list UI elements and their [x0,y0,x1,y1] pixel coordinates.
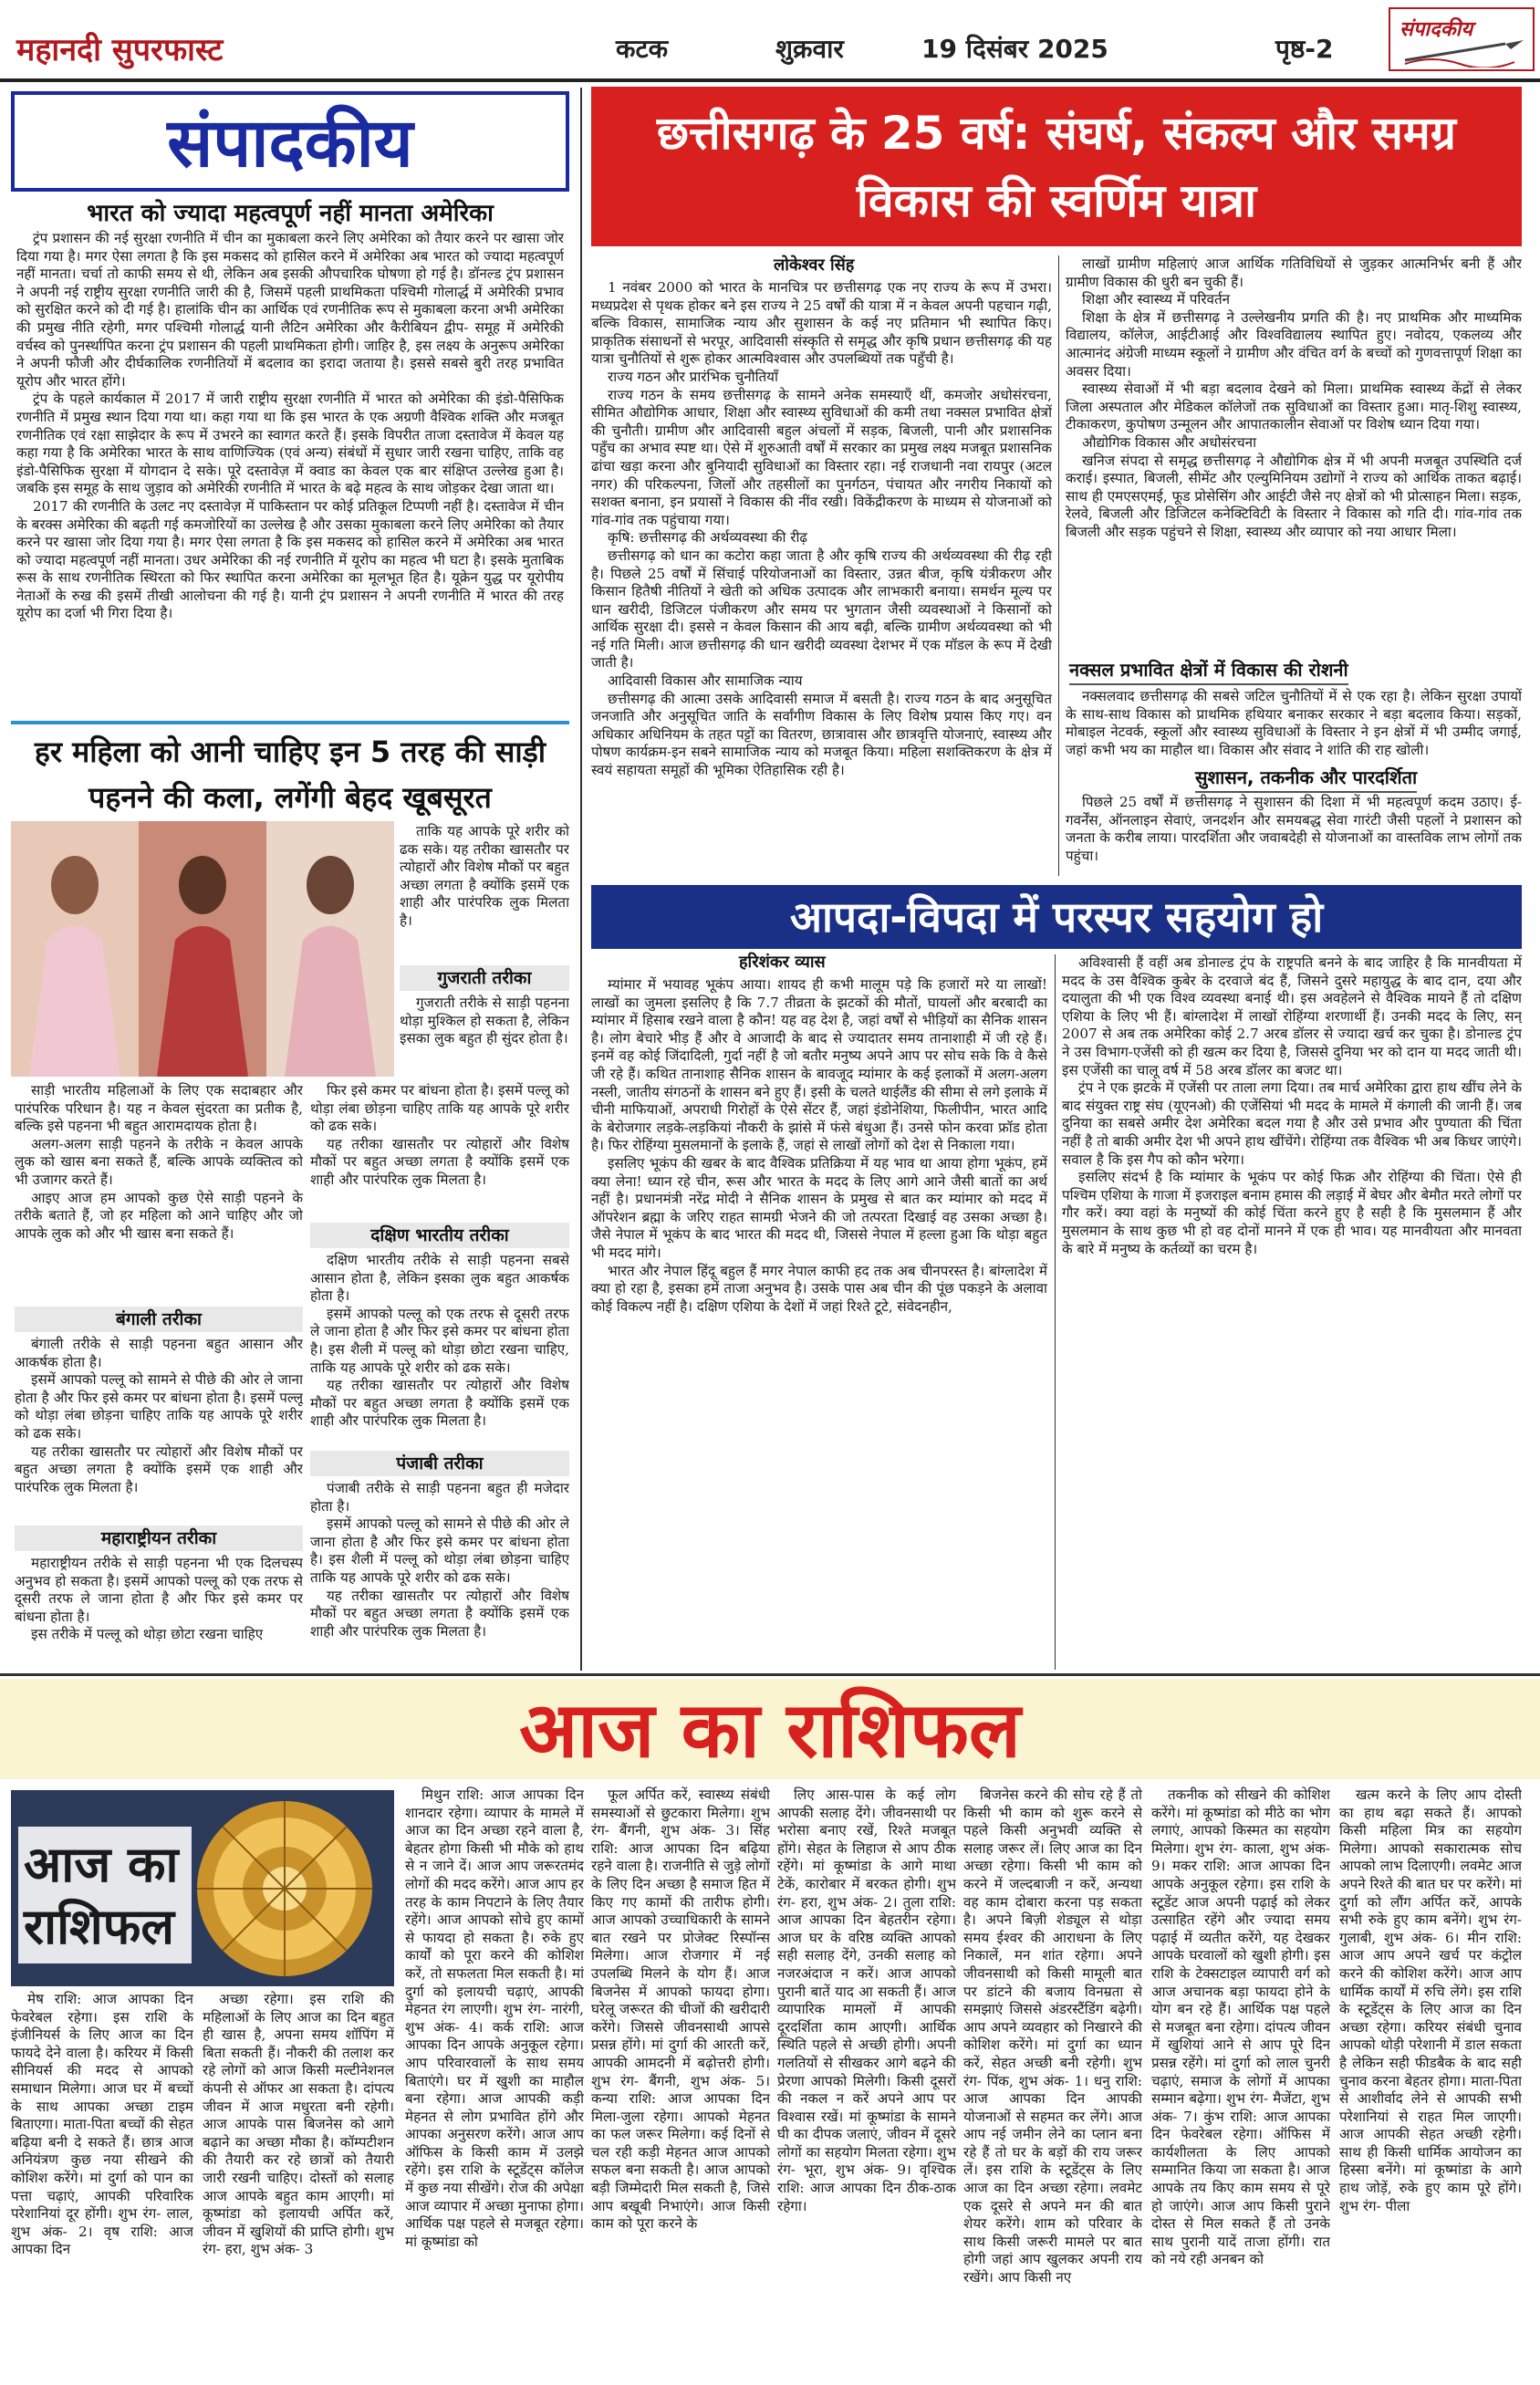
punjabi-head: पंजाबी तरीका [310,1451,569,1476]
article-paragraph: खनिज संपदा से समृद्ध छत्तीसगढ़ ने औद्योगिक क्षेत्र में भी अपनी मजबूत उपस्थिति दर्ज कराई। इस्पात, बिजली, सीमेंट और एल्युमिनियम उद्योगों ने राज्य को आर्थिक ताकत बढ़ाई। साथ ही एमएसएमई, फूड प्रोसेसिंग और आईटी जैसे नए क्षेत्रों को भी प्रोत्साहन मिला। सड़क, रेलवे, बिजली और डिजिटल कनेक्टिविटी के विस्तार ने विकास को गति दी। गांव-गांव तक बिजली और सड़क पहुंचने से शिक्षा, स्वास्थ्य और व्यापार को नया आधार मिला। [1066,452,1522,540]
saree-paragraph: बंगाली तरीके से साड़ी पहनना बहुत आसान और आकर्षक होता है। [15,1336,303,1370]
edition-city: कटक [616,34,669,64]
rashifal-text: बिजनेस करने की सोच रहे हैं तो किसी भी काम को शुरू करने से पहले किसी अनुभवी व्यक्ति से सलाह जरूर लें। लिए आज का दिन अच्छा रहेगा। किसी भी काम को करने में जल्दबाजी न करें, अन्यथा वह काम दोबारा करना पड़ सकता है। अपने बिज़ी शेड्यूल से थोड़ा समय ईश्वर की आराधना के लिए निकालें, मन शांत रहेगा। अपने जीवनसाथी को किसी मामूली बात पर डांटने की बजाय विनम्रता से समझाएं जिससे अंडरस्टैंडिंग बढ़ेगी। आप अपने व्यवहार को निखारने की कोशिश करेंगे। मां दुर्गा का ध्यान करें, सेहत अच्छी बनी रहेगी। शुभ रंग- पिंक, शुभ अंक- 1। धनु राशि: आज आपका दिन आपकी योजनाओं से सहमत कर लेंगे। आज आप नई जमीन लेने का प्लान बना रहे हैं तो घर के बड़ों की राय जरूर लें। इस राशि के स्टूडेंट्स के लिए आज का दिन अच्छा रहेगा। लवमेट एक दूसरे से अपने मन की बात शेयर करेंगे। शाम को परिवार के साथ किसी जरूरी मामले पर बात होगी जहां आप खुलकर अपनी राय रखेंगे। आप किसी नए [963,1786,1142,2286]
masthead [0,0,1540,82]
article-subhead: औद्योगिक विकास और अधोसंरचना [1082,433,1257,451]
saree-photo-illustration [11,821,394,1077]
saree-headline-line1: हर महिला को आनी चाहिए इन 5 तरह की साड़ी [34,734,546,769]
article-subhead: शिक्षा और स्वास्थ्य में परिवर्तन [1082,291,1231,308]
saree-paragraph: पंजाबी तरीके से साड़ी पहनना बहुत ही मजेदार होता है। [310,1480,569,1515]
chhattisgarh-col2 [1066,255,1522,620]
rashifal-text: तकनीक को सीखने की कोशिश करेंगे। मां कूष्मांडा को मीठे का भोग लगाएं, आपको किस्मत का सहयोग मिलेगा। शुभ रंग- काला, शुभ अंक- 9। मकर राशि: आज आपका दिन आपके अनुकूल रहेगा। इस राशि के स्टूडेंट आज अपनी पढ़ाई को लेकर उत्साहित रहेंगे और ज्यादा समय पढ़ाई में व्यतीत करेंगे, यह देखकर आपके घरवालों को खुशी होगी। इस राशि के टेक्सटाइल व्यापारी वर्ग को आज अचानक बड़ा फायदा होने के योग बन रहे हैं। आर्थिक पक्ष पहले से मजबूत बना रहेगा। दांपत्य जीवन में खुशियां आने से आप पूरे दिन प्रसन्न रहेंगे। मां दुर्गा को लाल चुनरी चढ़ाएं, समाज के लोगों में आपका सम्मान बढ़ेगा। शुभ रंग- मैजेंटा, शुभ अंक- 7। कुंभ राशि: आज आपका दिन फेवरेबल रहेगा। ऑफिस में कार्यशीलता के लिए आपको सम्मानित किया जा सकता है। आज आपके तय किए काम समय से पूरे हो जाएंगे। आज आप किसी पुराने दोस्त से मिल सकते हैं तो उनके साथ पुरानी यादें ताजा होंगी। रात को नये रही अनबन को [1151,1786,1330,2268]
saree-paragraph: इसमें आपको पल्लू को सामने से पीछे की ओर ले जाना होता है और फिर इसे कमर पर बांधना होता है। इसमें पल्लू को थोड़ा लंबा छोड़ना चाहिए ताकि यह आपके पूरे शरीर को ढक सके। [15,1371,303,1442]
article-paragraph: स्वास्थ्य सेवाओं में भी बड़ा बदलाव देखने को मिला। प्राथमिक स्वास्थ्य केंद्रों से लेकर जिला अस्पताल और मेडिकल कॉलेजों तक सुविधाओं का विस्तार हुआ। मातृ-शिशु स्वास्थ्य, टीकाकरण, कुपोषण उन्मूलन और आपातकालीन सेवाओं पर विशेष ध्यान दिया गया। [1066,380,1522,433]
chhattisgarh-col2-governance [1066,794,1522,876]
editorial-badge [1389,7,1535,71]
article-paragraph: लाखों ग्रामीण महिलाएं आज आर्थिक गतिविधियों से जुड़कर आत्मनिर्भर बनी हैं और ग्रामीण विकास की धुरी बन चुकी हैं। [1066,255,1522,290]
governance-subhead: सुशासन, तकनीक और पारदर्शिता [1195,765,1417,793]
rashifal-col5 [777,1786,956,2374]
saree-col2-top [310,1082,569,1192]
publication-name: महानदी सुपरफास्ट [16,32,224,68]
editorial-banner [11,91,569,192]
page-number: पृष्ठ-2 [1275,34,1334,64]
saree-paragraph: महाराष्ट्रीयन तरीके से साड़ी पहनना भी एक दिलचस्प अनुभव हो सकता है। इसमें आपको पल्लू को एक तरफ से दूसरी तरफ ले जाना होता है और फिर इसे कमर पर बांधना होता है। [15,1555,303,1625]
issue-day: शुक्रवार [775,34,844,64]
article-paragraph: 1 नवंबर 2000 को भारत के मानचित्र पर छत्तीसगढ़ एक नए राज्य के रूप में उभरा। मध्यप्रदेश से पृथक होकर बने इस राज्य ने 25 वर्षों की यात्रा में न केवल अपनी पहचान गढ़ी, बल्कि विकास, सामाजिक न्याय और सुशासन के कई नए प्रतिमान भी स्थापित किए। प्राकृतिक संसाधनों से भरपूर, आदिवासी संस्कृति से समृद्ध और कृषि प्रधान छत्तीसगढ़ की यह यात्रा चुनौतियों से शुरू होकर आत्मविश्वास और उपलब्धियों तक पहुँची है। [591,279,1052,368]
rashifal-col4 [591,1786,770,2374]
article-paragraph: छत्तीसगढ़ की आत्मा उसके आदिवासी समाज में बसती है। राज्य गठन के बाद अनुसूचित जनजाति और अनुसूचित जाति के सर्वांगीण विकास के लिए विशेष प्रयास किए गए। वन अधिकार अधिनियम के तहत पट्टों का वितरण, छात्रावास और छात्रवृत्ति योजनाएं, स्वास्थ्य और पोषण कार्यक्रम-इन सबने सामाजिक न्याय को मजबूत किया। महिला सशक्तिकरण के क्षेत्र में स्वयं सहायता समूहों की भूमिका ऐतिहासिक रही है। [591,690,1052,779]
saree-paragraph: गुजराती तरीके से साड़ी पहनना थोड़ा मुश्किल हो सकता है, लेकिन इसका लुक बहुत ही सुंदर होता है। [400,995,569,1047]
editorial-paragraph: ट्रंप प्रशासन की नई सुरक्षा रणनीति में चीन का मुकाबला करने लिए अमेरिका को तैयार करने पर खासा जोर दिया गया है। मगर ऐसा लगता है कि इस मकसद को हासिल करने में अमेरिका अब भारत को ज्यादा महत्वपूर्ण नहीं मानता। चर्चा तो काफी समय से थी, लेकिन अब इसकी औपचारिक घोषणा हो गई है। डॉनल्ड ट्रंप प्रशासन ने अपनी नई राष्ट्रीय सुरक्षा रणनीति जारी की है, जिसमें पहली प्राथमिकता पश्चिमी गोलार्द्ध में अमेरिकी प्रभाव को सुरक्षित करने को दी गई है। हालांकि चीन का आर्थिक एवं रणनीतिक रूप से मुकाबला करना अभी अमेरिका की प्रमुख नीति रहेगी, मगर पश्चिमी गोलार्द्ध यानी लैटिन अमेरिका और कैरीबियन द्वीप- समूह में अमेरिकी वर्चस्व को पुनर्स्थापित करना ट्रंप प्रशासन की पहली प्राथमिकता होगी। जाहिर है, इस लक्ष्य के अनुरूप अमेरिका ने अपनी फौजी और दीर्घकालिक रणनीतियों में बदलाव का इरादा जताया है। इससे सबसे बुरी तरह प्रभावित यूरोप और भारत होंगे। [16,230,564,390]
saree-paragraph: अलग-अलग साड़ी पहनने के तरीके न केवल आपके लुक को खास बना सकते हैं, बल्कि आपके व्यक्तित्व को भी उजागर करते हैं। [15,1135,303,1188]
saree-south [310,1252,569,1443]
article-subhead: आदिवासी विकास और सामाजिक न्याय [608,672,803,690]
saree-paragraph: यह तरीका खासतौर पर त्योहारों और विशेष मौकों पर बहुत अच्छा लगता है क्योंकि इसमें एक शाही और पारंपरिक लुक मिलता है। [15,1442,303,1495]
aapda-col2 [1062,954,1522,1670]
saree-punjabi [310,1480,569,1668]
editorial-badge-label: संपादकीय [1400,18,1473,41]
saree-paragraph: यह तरीका खासतौर पर त्योहारों और विशेष मौकों पर बहुत अच्छा लगता है क्योंकि इसमें एक शाही और पारंपरिक लुक मिलता है। [310,1135,569,1188]
aapda-headline: आपदा-विपदा में परस्पर सहयोग हो [789,892,1324,942]
saree-paragraph: यह तरीका खासतौर पर त्योहारों और विशेष मौकों पर बहुत अच्छा लगता है क्योंकि इसमें एक शाही और पारंपरिक लुक मिलता है। [310,1377,569,1430]
saree-col1 [15,1082,303,1301]
chhattisgarh-headline: छत्तीसगढ़ के 25 वर्ष: संघर्ष, संकल्प और समग्र विकास की स्वर्णिम यात्रा [657,107,1456,227]
saree-paragraph: दक्षिण भारतीय तरीके से साड़ी पहनना सबसे आसान होता है, लेकिन इसका लुक बहुत आकर्षक होता है। [310,1252,569,1305]
article-paragraph: छत्तीसगढ़ को धान का कटोरा कहा जाता है और कृषि राज्य की अर्थव्यवस्था की रीढ़ रही है। पिछले 25 वर्षों में सिंचाई परियोजनाओं का विस्तार, उन्नत बीज, कृषि यंत्रीकरण और किसान हितैषी नीतियों ने खेती को अधिक उत्पादक और लाभकारी बनाया। समर्थन मूल्य पर धान खरीदी, डिजिटल पंजीकरण और समय पर भुगतान जैसी व्यवस्थाओं ने किसानों को आर्थिक सुरक्षा दी। इससे न केवल किसान की आय बढ़ी, बल्कि ग्रामीण अर्थव्यवस्था को भी नई गति मिली। आज छत्तीसगढ़ की धान खरीदी व्यवस्था देशभर में एक मॉडल के रूप में देखी जाती है। [591,547,1052,672]
rashifal-text: मेष राशि: आज आपका दिन फेवरेबल रहेगा। इस राशि के इंजीनियर्स के लिए आज का दिन फायदे देने वाला है। करियर में किसी सीनियर्स की मदद से आपको समाधान मिलेगा। आज घर में बच्चों के साथ आपका अच्छा टाइम बिताएगा। माता-पिता बच्चों की सेहत बढ़िया बनी दे सकते हैं। छात्र आज अनियंत्रण कुछ नया सीखने की कोशिश करेंगे। मां दुर्गा को पान का पत्ता चढ़ाएं, आपकी परिवारिक परेशानियां दूर होंगी। शुभ रंग- लाल, शुभ अंक- 2। वृष राशि: आज आपका दिन [11,1991,193,2258]
rashifal-col3 [405,1786,584,2374]
article-paragraph: इसलिए भूकंप की खबर के बाद वैश्विक प्रतिक्रिया में यह भाव था आया होगा भूकंप, हमें क्या लेना! ध्यान रहे चीन, रूस और भारत के मदद के लिए आगे आने जैसी बातों का अर्थ नहीं है। प्रधानमंत्री नरेंद्र मोदी ने सैनिक शासन के प्रमुख से बात कर म्यांमार को मदद में ऑपरेशन ब्रह्मा के जरिए राहत सामग्री भेजने की जो तत्परता दिखाई वह उसका अच्छा है। जैसे नेपाल में भूकंप के बाद भारत की मदद थी, जिससे नेपाल में हल्ला हुआ कि थोड़ा बहुत भी मदद मांगे। [591,1154,1047,1261]
aapda-byline: हरिशंकर व्यास [739,953,826,972]
article-paragraph: अविश्वासी हैं वहीं अब डोनाल्ड ट्रंप के राष्ट्रपति बनने के बाद जाहिर है कि मानवीयता में मदद के उस वैश्विक कुबेर के दरवाजे बंद हैं, जिसने दुसरे महायुद्ध के बाद दान, दया और दयालुता की भी एक विश्व व्यवस्था बनाई थी। इस अवहेलने से वैश्विक मायने हैं तो दक्षिण एशिया के लिए भी हैं। बांग्लादेश में लाखों रोहिंग्या शरणार्थी हैं। उनकी मदद के लिए, सन् 2007 से अब तक अमेरिका कोई 2.7 अरब डॉलर से ज्यादा खर्च कर चुका है। डोनाल्ड ट्रंप ने उस विभाग-एजेंसी को ही खत्म कर दिया है, जिससे दुनिया भर को दान या मदद जाती थी। इस एजेंसी का चालू वर्ष में 58 अरब डॉलर का बजट था। [1062,954,1522,1078]
rashifal-text: अच्छा रहेगा। इस राशि की महिलाओं के लिए आज का दिन बहुत ही खास है, अपना समय शॉपिंग में बिता सकती हैं। नौकरी की तलाश कर रहे लोगों को आज किसी मल्टीनेशनल कंपनी से ऑफर आ सकता है। दांपत्य जीवन में आज मधुरता बनी रहेगी। आज आपके पास बिजनेस को आगे बढ़ाने का अच्छा मौका है। कॉम्पटीशन की तैयारी कर रहे छात्रों को तैयारी जारी रखनी चाहिए। दोस्तों को सलाह आज आपके बहुत काम आएगी। मां कूष्मांडा को इलायची अर्पित करें, जीवन में खुशियों की प्राप्ति होगी। शुभ रंग- हरा, शुभ अंक- 3 [203,1991,394,2258]
chhattisgarh-byline: लोकेश्वर सिंह [774,255,855,275]
rashifal-text: फूल अर्पित करें, स्वास्थ्य संबंधी समस्याओं से छुटकारा मिलेगा। शुभ रंग- बैंगनी, शुभ अंक- 3। सिंह राशि: आज आपका दिन बढ़िया रहने वाला है। राजनीति से जुड़े लोगों के लिए दिन अच्छा है समाज हित में किए गए कामों की तारीफ होगी। आज आपको उच्चाधिकारी के सामने बात रखने पर प्रोजेक्ट रिस्पॉन्स मिलेगा। आज रोजगार में नई उपलब्धि मिलने के योग हैं। आज बिजनेस में आपको फायदा होगा। घरेलू जरूरत की चीजों की खरीदारी करेंगे। जिससे जीवनसाथी आपसे प्रसन्न होंगे। मां दुर्गा की आरती करें, आपकी आमदनी में बढ़ोत्तरी होगी। शुभ रंग- बैंगनी, शुभ अंक- 5। कन्या राशि: आज आपका दिन मिला-जुला रहेगा। आपको मेहनत का फल जरूर मिलेगा। कई दिनों से चल रही कड़ी मेहनत आज आपको सफल बना सकती है। आज आपको बड़ी जिम्मेदारी मिल सकती है, जिसे आप बखूबी निभाएंगे। आज किसी काम को पूरा करने के [591,1786,770,2233]
saree-paragraph: इसमें आपको पल्लू को सामने से पीछे की ओर ले जाना होता है और फिर इसे कमर पर बांधना होता है। इस शैली में पल्लू को थोड़ा लंबा छोड़ना चाहिए ताकि यह आपके पूरे शरीर को ढक सके। [310,1515,569,1586]
editorial-paragraph: 2017 की रणनीति के उलट नए दस्तावेज़ में पाकिस्तान पर कोई प्रतिकूल टिप्पणी नहीं है। दस्तावेज में चीन के बरक्स अमेरिका की बढ़ती गई कमजोरियों का उल्लेख है और उसका मुकाबला करने लिए अमेरिका को तैयार करने पर खासा जोर दिया गया है। मगर ऐसा लगता है कि इस मकसद को हासिल करने में अमेरिका अब भारत को ज्यादा महत्वपूर्ण नहीं मानता। उधर अमेरिका की नई रणनीति में यूरोप का महत्व भी घटा है। इसके मुताबिक रूस के साथ रणनीतिक स्थिरता को फिर स्थापित करना अमेरिका का मूलभूत हित है। यूक्रेन युद्ध पर यूरोपीय नेताओं के रुख की इसमें तीखी आलोचना की गई है। यानी ट्रंप प्रशासन ने अपनी रणनीति में भारत की तरह यूरोप का दर्जा भी गिरा दिया है। [16,497,564,622]
section-rule [0,1673,1540,1676]
column-rule [1058,255,1059,876]
editorial-paragraph: ट्रंप के पहले कार्यकाल में 2017 में जारी राष्ट्रीय सुरक्षा रणनीति में भारत को अमेरिका की इंडो-पैसिफिक रणनीति में प्रमुख स्थान दिया गया था। कहा गया था कि इस भारत के एक अग्रणी वैश्विक शक्ति और मजबूत रणनीतिक एवं रक्षा साझेदार के रूप में उभरने का स्वागत करते हैं। इसके विपरीत ताजा दस्तावेज में केवल यह कहा गया है कि अमेरिका भारत के साथ वाणिज्यिक (एवं अन्य) संबंधों में सुधार जारी रखना चाहिए, ताकि वह इंडो-पैसिफिक सुरक्षा में योगदान दे सके। पूरे दस्तावेज़ में क्वाड का केवल एक बार संक्षिप्त उल्लेख हुआ है। जबकि इस समूह के साथ जुड़ाव को अमेरिकी रणनीति में भारत के बढ़े महत्व के साथ जोड़कर देखा जाता था। [16,391,564,497]
saree-intro-right [400,823,569,960]
aapda-col1 [591,976,1047,1670]
saree-headline-line2: पहनने की कला, लगेंगी बेहद खूबसूरत [88,780,492,815]
article-paragraph: नक्सलवाद छत्तीसगढ़ की सबसे जटिल चुनौतियों में से एक रहा है। लेकिन सुरक्षा उपायों के साथ-साथ विकास को प्राथमिक हथियार बनाकर सरकार ने बड़ा बदलाव किया। सड़कों, मोबाइल नेटवर्क, स्कूलों और स्वास्थ्य सुविधाओं के विस्तार ने इन क्षेत्रों में भी उम्मीद जगाई, जहां कभी भय का माहौल था। विकास और संवाद ने शांति की राह खोली। [1066,688,1522,758]
rashifal-graphic-line2: राशिफल [24,1898,175,1955]
rashifal-text: मिथुन राशि: आज आपका दिन शानदार रहेगा। व्यापार के मामले में आज का दिन अच्छा रहने वाला है, बेहतर होगा किसी भी मौके को हाथ से न जाने दें। आज आप जरूरतमंद लोगों की मदद करेंगे। आज आप हर तरह के काम निपटाने के लिए तैयार रहेंगे। आज आपको सोचे हुए कामों से फायदा हो सकता है। रुके हुए कार्यों को पूरा करने की कोशिश करें, तो सफलता मिल सकती है। मां दुर्गा को इलायची चढ़ाएं, आपकी मेहनत रंग लाएगी। शुभ रंग- नारंगी, शुभ अंक- 4। कर्क राशि: आज आपका दिन आपके अनुकूल रहेगा। आप परिवारवालों के साथ समय बिताएंगे। घर में खुशी का माहौल बना रहेगा। आज आपकी कड़ी मेहनत से लोग प्रभावित होंगे और आपका अनुसरण करेंगे। आज आप ऑफिस के किसी काम में उलझे रहेंगे। इस राशि के स्टूडेंट्स कॉलेज में कुछ नया सीखेंगे। रोज की अपेक्षा आज व्यापार में अच्छा मुनाफा होगा। आर्थिक पक्ष पहले से मजबूत रहेगा। मां कूष्मांडा को [405,1786,584,2250]
rashifal-col2 [203,1991,394,2374]
chhattisgarh-col2-naxal [1066,688,1522,761]
rashifal-col6 [963,1786,1142,2374]
saree-models-photo [11,821,394,1077]
editorial-banner-title: संपादकीय [167,104,413,182]
gujarati-head: गुजराती तरीका [400,965,569,991]
maharashtrian-head: महाराष्ट्रीयन तरीका [15,1526,303,1551]
editorial-body [16,230,564,713]
article-paragraph: शिक्षा के क्षेत्र में छत्तीसगढ़ ने उल्लेखनीय प्रगति की है। नए प्राथमिक और माध्यमिक विद्यालय, कॉलेज, आईटीआई और विश्वविद्यालय स्थापित हुए। नवोदय, एकलव्य और आत्मानंद अंग्रेजी माध्यम स्कूलों ने ग्रामीण और वंचित वर्ग के बच्चों को गुणवत्तापूर्ण शिक्षा का अवसर दिया। [1066,308,1522,380]
saree-paragraph: इसमें आपको पल्लू को एक तरफ से दूसरी तरफ ले जाना होता है और फिर इसे कमर पर बांधना होता है। इस शैली में पल्लू को थोड़ा छोटा रखना चाहिए, ताकि यह आपके पूरे शरीर को ढक सके। [310,1305,569,1376]
rashifal-col8 [1339,1786,1522,2374]
chhattisgarh-banner [591,87,1522,246]
rashifal-banner [0,1679,1540,1779]
rashifal-text: लिए आस-पास के कई लोग आपकी सलाह देंगे। जीवनसाथी पर भरोसा बनाए रखें, रिश्ते मजबूत होंगे। सेहत के लिहाज से आप ठीक रहेंगे। मां कूष्मांडा के आगे माथा टेकें, कारोबार में बरकत होगी। शुभ रंग- हरा, शुभ अंक- 2। तुला राशि: आज आपका दिन बेहतरीन रहेगा। आज घर के वरिष्ठ व्यक्ति आपको सही सलाह देंगे, उनकी सलाह को नजरअंदाज न करें। आज आपको पुरानी बातें याद आ सकती हैं। आज व्यापारिक मामलों में आपकी दूरदर्शिता काम आएगी। आर्थिक स्थिति पहले से अच्छी होगी। अपनी गलतियों से सीखकर आगे बढ़ने की प्रेरणा आपको मिलेगी। किसी दूसरों की नकल न करें अपने आप पर विश्वास रखें। मां कूष्मांडा के सामने घी का दीपक जलाएं, जीवन में दूसरे लोगों का सहयोग मिलता रहेगा। शुभ रंग- भूरा, शुभ अंक- 9। वृश्चिक राशि: आज आपका दिन ठीक-ठाक रहेगा। [777,1786,956,2214]
article-paragraph: राज्य गठन के समय छत्तीसगढ़ के सामने अनेक समस्याएँ थीं, कमजोर अधोसंरचना, सीमित औद्योगिक आधार, शिक्षा और स्वास्थ्य सुविधाओं की कमी तथा नक्सल प्रभावित क्षेत्रों की चुनौती। ग्रामीण और आदिवासी बहुल अंचलों में सड़क, बिजली, पानी और प्रशासनिक पहुँच का अभाव स्पष्ट था। ऐसे में शुरुआती वर्षों में सरकार का प्रमुख लक्ष्य मजबूत प्रशासनिक ढांचा खड़ा करना और बुनियादी सुविधाओं का विस्तार रहा। नई राजधानी नवा रायपुर (अटल नगर) की परिकल्पना, जिलों और तहसीलों का पुनर्गठन, पंचायत और नगरीय निकायों को सशक्त बनाना, इन प्रयासों ने विकास की नींव रखी। विकेंद्रीकरण के माध्यम से योजनाओं को गांव-गांव तक पहुंचाया गया। [591,386,1052,528]
rashifal-title: आज का राशिफल [519,1685,1021,1775]
rashifal-text: खत्म करने के लिए आप दोस्ती का हाथ बढ़ा सकते हैं। आपको किसी महिला मित्र का सहयोग मिलेगा। आपको सकारात्मक सोच आपको लाभ दिलाएगी। लवमेट आज अपने रिश्ते की बात घर पर करेंगे। मां दुर्गा को लौंग अर्पित करें, आपके सभी रुके हुए काम बनेंगे। शुभ रंग- गुलाबी, शुभ अंक- 6। मीन राशि: आज आप अपने खर्च पर कंट्रोल करने की कोशिश करेंगे। आज आप धार्मिक कार्यों में रुचि लेंगे। इस राशि के स्टूडेंट्स के लिए आज का दिन अच्छा रहेगा। करियर संबंधी चुनाव आपको थोड़ी परेशानी में डाल सकता है लेकिन सही फीडबैक के बाद सही चुनाव करना बेहतर होगा। माता-पिता से आशीर्वाद लेने से आपकी सभी परेशानियां से राहत मिल जाएगी। आज आपकी सेहत अच्छी रहेगी। साथ ही किसी धार्मिक आयोजन का हिस्सा बनेंगे। मां कूष्मांडा के आगे हाथ जोड़ें, रुके हुए काम पूरे होंगे। शुभ रंग- पीला [1339,1786,1522,2214]
article-paragraph: भारत और नेपाल हिंदू बहुल हैं मगर नेपाल काफी हद तक अब चीनपरस्त है। बांग्लादेश में क्या हो रहा है, इसका हमें ताजा अनुभव है। उसके पास अब चीन की पूंछ पकड़ने के अलावा कोई विकल्प नहीं है। दक्षिण एशिया के देशों में जहां रिश्ते टूटे, संवेदनहीन, [591,1262,1047,1315]
saree-maharashtrian [15,1555,303,1666]
article-subhead: कृषि: छत्तीसगढ़ की अर्थव्यवस्था की रीढ़ [608,529,807,547]
editorial-headline: भारत को ज्यादा महत्वपूर्ण नहीं मानता अमेरिका [87,200,494,227]
column-rule [580,88,582,1671]
column-rule [1055,954,1056,1670]
rashifal-graphic-line1: आज का [24,1836,179,1893]
article-paragraph: ट्रंप ने एक झटके में एजेंसी पर ताला लगा दिया। तब मार्च अमेरिका द्वारा हाथ खींच लेने के बाद संयुक्त राष्ट्र संघ (यूएनओ) की एजेंसियां भी मदद के मामले में कंगाली की जानी हैं। जब दुनिया का सबसे अमीर देश अमेरिका बदल गया है और उसे प्रभाव और पुण्याता की चिंता नहीं है तो बाकी अमीर देश भी अपने हाथ खींचेंगे। रोहिंग्या तक वैश्विक भी अब किधर जाएंगे। सवाल है कि इस गैप को कौन भरेगा। [1062,1079,1522,1168]
saree-gujarati [400,995,569,1090]
saree-paragraph: साड़ी भारतीय महिलाओं के लिए एक सदाबहार और पारंपरिक परिधान है। यह न केवल सुंदरता का प्रतीक है, बल्कि इसे पहनना भी बहुत आरामदायक होता है। [15,1082,303,1135]
article-paragraph: इसलिए संदर्भ है कि म्यांमार के भूकंप पर कोई फिक्र और रोहिंग्या की चिंता। ऐसे ही पश्चिम एशिया के गाजा में इजराइल बनाम हमास की लड़ाई में बेघर और बेमौत मरते लोगों पर गौर करें। क्या वहां के मनुष्यों की कोई चिंता करने हुए है सही है कि मुसलमान हैं और मुसलमान के साथ कुछ भी हो वह दोनों मानने में एक ही भाव। यह मानवीयता और मानवता के बारे में मनुष्य के कर्तव्यों का चरम है। [1062,1169,1522,1257]
saree-paragraph: इस तरीके में पल्लू को थोड़ा छोटा रखना चाहिए [31,1626,264,1643]
saree-paragraph: यह तरीका खासतौर पर त्योहारों और विशेष मौकों पर बहुत अच्छा लगता है क्योंकि इसमें एक शाही और पारंपरिक लुक मिलता है। [310,1587,569,1640]
article-paragraph: पिछले 25 वर्षों में छत्तीसगढ़ ने सुशासन की दिशा में भी महत्वपूर्ण कदम उठाए। ई-गवर्नेंस, ऑनलाइन सेवाएं, जनदर्शन और समयबद्ध सेवा गारंटी जैसी पहलों ने प्रशासन को जनता के करीब लाया। पारदर्शिता और जवाबदेही से योजनाओं का वास्तविक लाभ लोगों तक पहुंचा। [1066,794,1522,864]
saree-paragraph: आइए आज हम आपको कुछ ऐसे साड़ी पहनने के तरीके बताते हैं, जो हर महिला को आने चाहिए और जो आपके लुक को और भी खास बना सकते हैं। [15,1189,303,1242]
bengali-head: बंगाली तरीका [15,1307,303,1332]
rashifal-graphic [11,1790,394,1986]
saree-bengali [15,1336,303,1518]
saree-paragraph: फिर इसे कमर पर बांधना होता है। इसमें पल्लू को थोड़ा लंबा छोड़ना चाहिए ताकि यह आपके पूरे शरीर को ढक सके। [310,1082,569,1135]
chhattisgarh-col1 [591,279,1052,877]
pen-icon [1396,38,1531,68]
naxal-subhead: नक्सल प्रभावित क्षेत्रों में विकास की रोशनी [1069,657,1348,685]
article-paragraph: म्यांमार में भयावह भूकंप आया। शायद ही कभी मालूम पड़े कि हजारों मरे या लाखों! लाखों का जुमला इसलिए है कि 7.7 तीव्रता के झटकों की मौतों, घायलों और बरबादी का म्यांमार में हिसाब रखने वाला है कौन! यह वह देश है, जहां वर्षों से भीड़ियों का सैनिक शासन है। लोग बेचारे भीड़ हैं और वे आजादी के बाद से ज्यादातर समय तानाशाही में जी रहे हैं। इनमें वह कोई जिंदादिली, गुर्दा नहीं है जो बतौर मनुष्य अपने आप पर सोच सके कि वे कैसे जी रहे हैं। कथित तानाशाह सैनिक शासन के बावजूद म्यांमार के कई इलाकों में अलग-अलग नस्ली, जातीय संगठनों के शासन बने हुए हैं। इसी के चलते थाईलैंड की सीमा से लगे इलाके में चीनी माफियाओं, अपराधी गिरोहों के ऐसे सेंटर हैं, जहां इंडोनेशिया, फिलीपीन, भारत आदि के बेरोजगार लड़के-लड़कियां नौकरी के झांसे में फंसे बंधुआ हैं। उनसे फोन करवा फ्रॉड होता है। फिर रोहिंग्या मुसलमानों के इलाके हैं, जहां से लाखों लोगों को देश से निकाला गया। [591,976,1047,1154]
south-head: दक्षिण भारतीय तरीका [310,1223,569,1248]
issue-date: 19 दिसंबर 2025 [921,34,1108,64]
rashifal-col7 [1151,1786,1330,2374]
rashifal-col1 [11,1991,193,2374]
saree-banner [11,721,569,821]
saree-paragraph: ताकि यह आपके पूरे शरीर को ढक सके। यह तरीका खासतौर पर त्योहारों और विशेष मौकों पर बहुत अच्छा लगता है क्योंकि इसमें एक शाही और पारंपरिक लुक मिलता है। [400,823,569,929]
article-subhead: राज्य गठन और प्रारंभिक चुनौतियाँ [608,368,778,385]
aapda-banner [591,885,1522,949]
